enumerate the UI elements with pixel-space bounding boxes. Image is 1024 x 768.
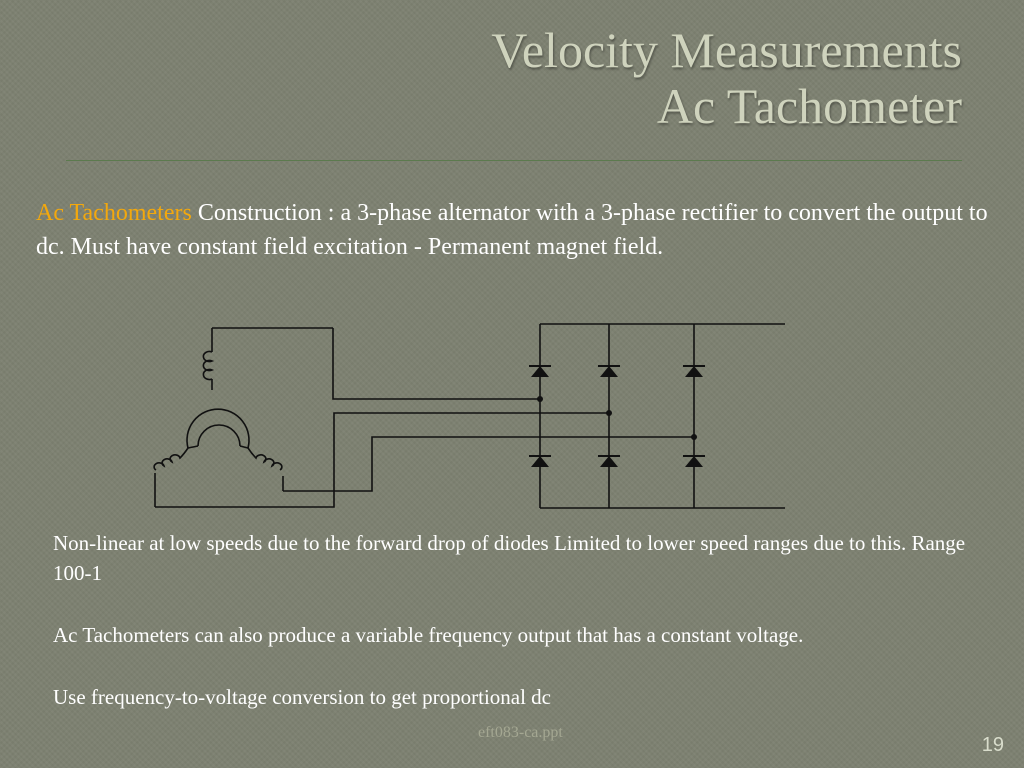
body-text — [53, 528, 973, 744]
diode-upper-2 — [600, 366, 618, 377]
stator-coil-right — [248, 448, 283, 491]
diode-bridge — [529, 324, 785, 508]
paragraph-nonlinear: Non-linear at low speeds due to the forward drop of diodes Limited to lower speed ranges due to this. Range 100-1 — [53, 531, 966, 585]
alternator-rotor — [187, 409, 249, 448]
diode-lower-2 — [600, 456, 618, 467]
stator-coil-left — [154, 448, 188, 507]
diode-lower-1 — [531, 456, 549, 467]
paragraph-f-to-v: Use frequency-to-voltage conversion to get proportional dc — [53, 685, 552, 709]
paragraph-frequency-output: Ac Tachometers can also produce a variable frequency output that has a constant voltage. — [53, 623, 804, 647]
page-number: 19 — [981, 734, 1004, 756]
title-line-1: Velocity Measurements — [491, 22, 962, 78]
diode-upper-1 — [531, 366, 549, 377]
intro-highlight: Ac Tachometers — [36, 200, 192, 226]
footer-filename: eft083-ca.ppt — [478, 724, 563, 741]
diode-lower-3 — [685, 456, 703, 467]
field-coil — [203, 328, 333, 390]
connection-wires — [155, 328, 694, 507]
title-line-2: Ac Tachometer — [656, 78, 962, 134]
intro-text: Construction : a 3-phase alternator with a 3-phase rectifier to convert the output to dc. Must have constant field excitation - Permanent magnet field. — [36, 200, 988, 260]
diode-upper-3 — [685, 366, 703, 377]
